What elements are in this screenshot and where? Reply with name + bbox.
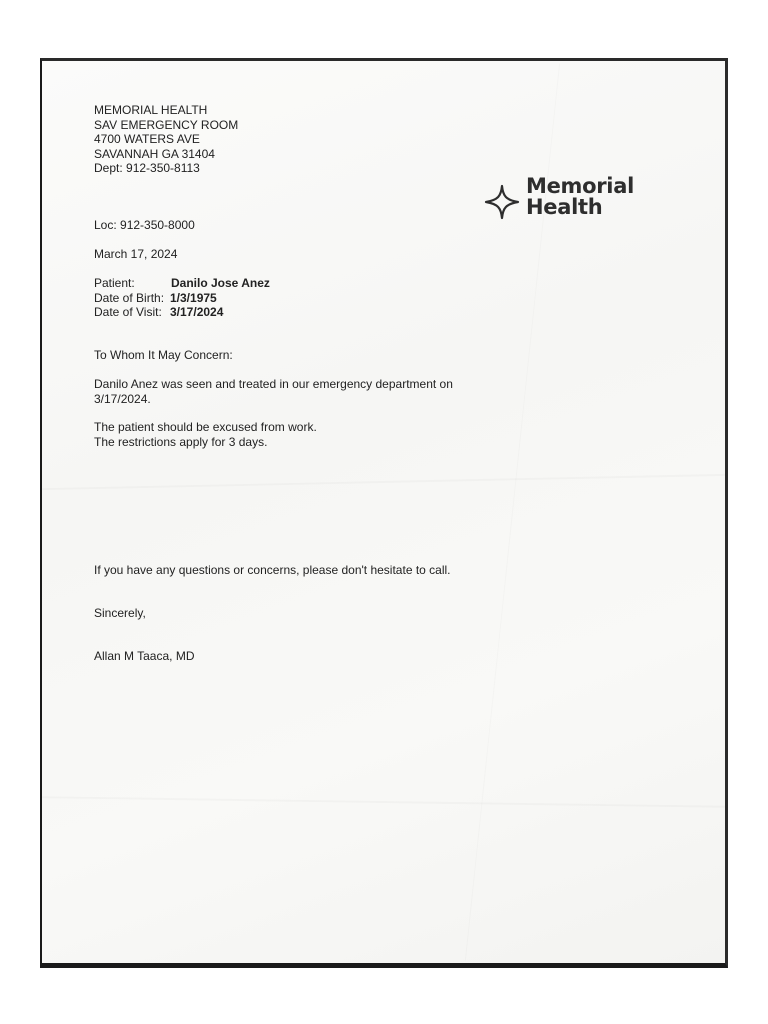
dept-phone: Dept: 912-350-8113	[94, 161, 200, 175]
patient-name: Danilo Jose Anez	[171, 276, 270, 290]
logo-wordmark	[526, 176, 634, 218]
paragraph-line: The patient should be excused from work.	[94, 420, 317, 434]
restrictions-paragraph	[94, 420, 317, 449]
logo-word: Memorial	[526, 174, 634, 198]
address-line: MEMORIAL HEALTH	[94, 103, 208, 117]
address-line: SAVANNAH GA 31404	[94, 146, 215, 161]
logo-word: Health	[526, 195, 603, 219]
letter-page	[40, 58, 728, 968]
signer-name: Allan M Taaca, MD	[94, 649, 195, 663]
dob-value: 1/3/1975	[170, 290, 217, 305]
salutation: To Whom It May Concern:	[94, 348, 233, 362]
treatment-paragraph	[94, 377, 453, 406]
closing-line: If you have any questions or concerns, please don't hesitate to call.	[94, 563, 451, 577]
visit-label: Date of Visit:	[94, 305, 162, 319]
address-line: 4700 WATERS AVE	[94, 132, 200, 146]
loc-phone: Loc: 912-350-8000	[94, 218, 195, 232]
memorial-health-logo	[484, 174, 644, 222]
address-line: SAV EMERGENCY ROOM	[94, 117, 239, 132]
dob-label: Date of Birth:	[94, 290, 165, 305]
paragraph-line: The restrictions apply for 3 days.	[94, 434, 268, 449]
visit-value: 3/17/2024	[170, 305, 224, 319]
patient-label: Patient:	[94, 276, 135, 290]
paper-crease	[42, 796, 725, 808]
sign-off: Sincerely,	[94, 606, 146, 620]
letter-date: March 17, 2024	[94, 247, 178, 261]
paper-crease	[42, 474, 725, 490]
paragraph-line: 3/17/2024.	[94, 391, 151, 406]
paragraph-line: Danilo Anez was seen and treated in our emergency department on	[94, 377, 453, 391]
letterhead-address	[94, 103, 238, 176]
four-point-star-icon	[484, 184, 520, 220]
